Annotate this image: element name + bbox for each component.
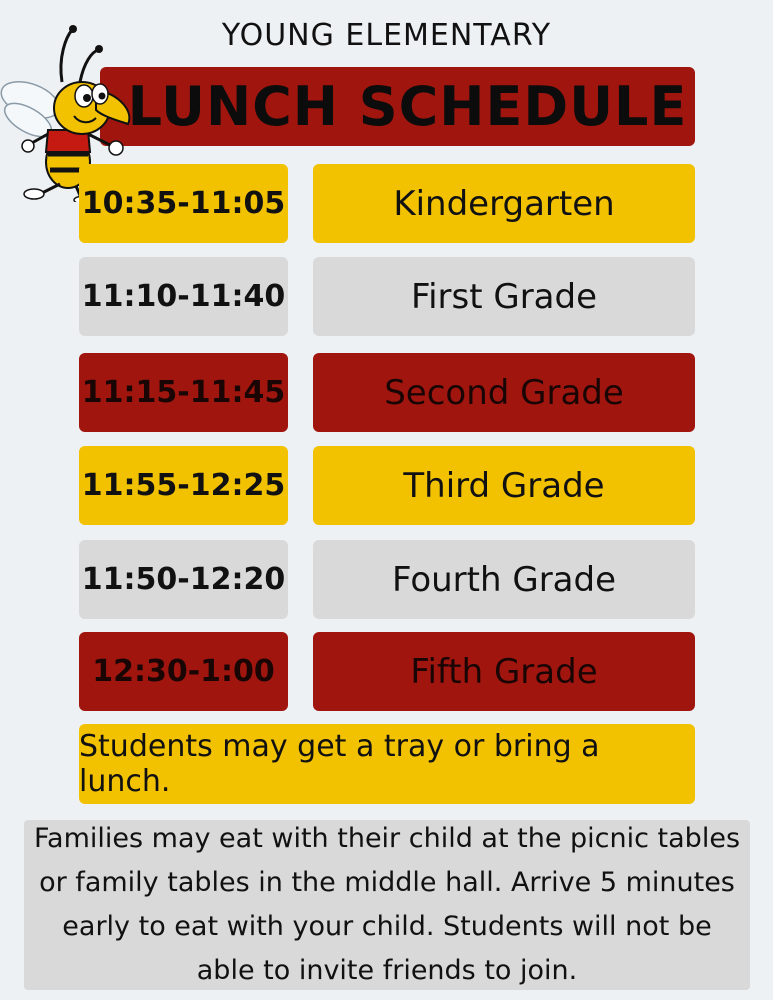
grade-text: Fifth Grade bbox=[410, 651, 598, 692]
schedule-grade-fourth-grade bbox=[313, 540, 695, 619]
schedule-grade-kindergarten bbox=[313, 164, 695, 243]
time-text: 12:30-1:00 bbox=[92, 654, 275, 689]
schedule-grade-fifth-grade bbox=[313, 632, 695, 711]
tray-note-text: Students may get a tray or bring a lunch. bbox=[79, 729, 600, 799]
time-text: 11:50-12:20 bbox=[81, 562, 286, 597]
schedule-grade-second-grade bbox=[313, 353, 695, 432]
schedule-time-second-grade bbox=[79, 353, 288, 432]
family-note-text: Families may eat with their child at the picnic tables or family tables in the middle hall. Arrive 5 minutes early to eat with your child. Students will not be able to invite friends to join. bbox=[33, 823, 741, 986]
tray-note bbox=[79, 724, 695, 804]
page-title: LUNCH SCHEDULE bbox=[127, 75, 688, 138]
grade-text: Third Grade bbox=[403, 465, 605, 506]
schedule-time-kindergarten bbox=[79, 164, 288, 243]
schedule-time-third-grade bbox=[79, 446, 288, 525]
schedule-grade-third-grade bbox=[313, 446, 695, 525]
time-text: 11:15-11:45 bbox=[81, 375, 286, 410]
grade-text: First Grade bbox=[410, 276, 598, 317]
time-text: 10:35-11:05 bbox=[81, 186, 286, 221]
school-name: YOUNG ELEMENTARY bbox=[221, 18, 552, 53]
schedule-time-fifth-grade bbox=[79, 632, 288, 711]
grade-text: Kindergarten bbox=[393, 183, 615, 224]
schedule-time-first-grade bbox=[79, 257, 288, 336]
time-text: 11:10-11:40 bbox=[81, 279, 286, 314]
schedule-grade-first-grade bbox=[313, 257, 695, 336]
schedule-time-fourth-grade bbox=[79, 540, 288, 619]
family-note bbox=[24, 820, 750, 990]
title-banner bbox=[100, 67, 695, 146]
grade-text: Fourth Grade bbox=[391, 559, 617, 600]
grade-text: Second Grade bbox=[384, 372, 624, 413]
time-text: 11:55-12:25 bbox=[81, 468, 286, 503]
